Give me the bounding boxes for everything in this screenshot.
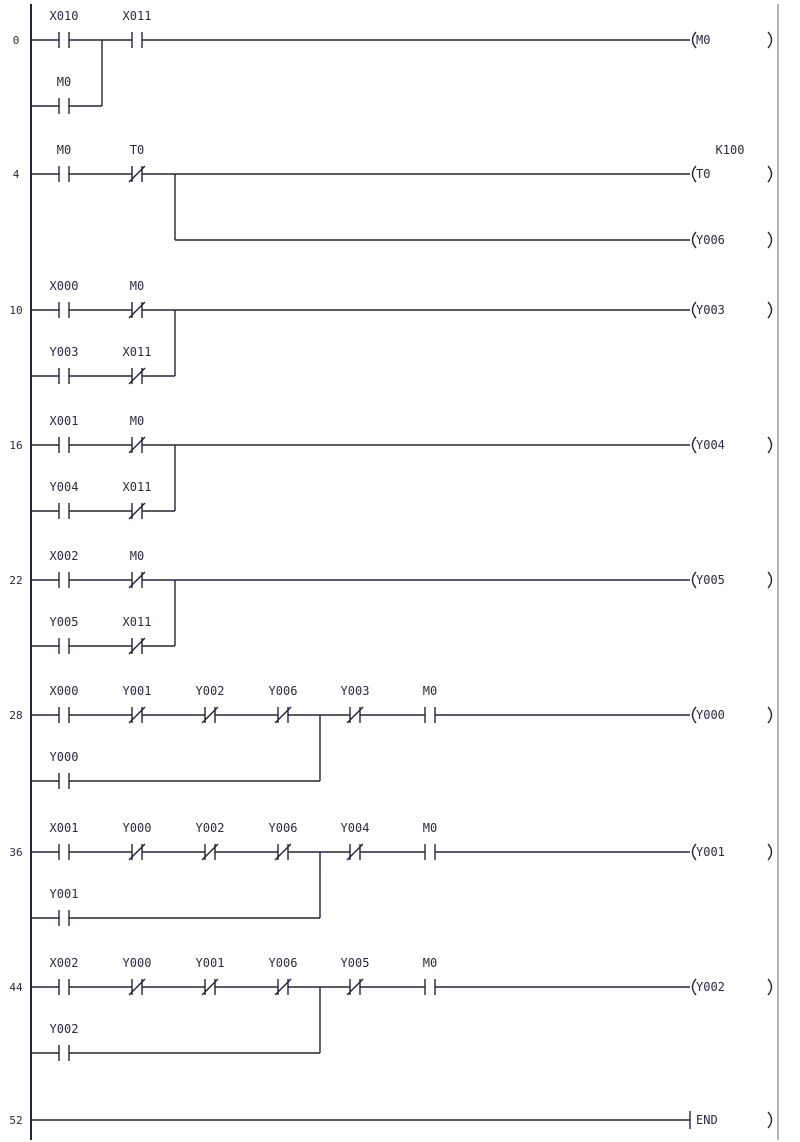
contact-label: Y004: [340, 821, 370, 835]
contact-label: X001: [49, 414, 79, 428]
contact-label: X011: [122, 615, 152, 629]
contact-label: T0: [129, 143, 145, 157]
contact-label: X000: [49, 279, 79, 293]
contact-label: Y003: [340, 684, 370, 698]
contact-label: Y006: [268, 684, 298, 698]
rungs-group: [9, 9, 771, 1129]
contact-no: [50, 615, 79, 654]
end-instruction: [690, 1111, 772, 1129]
parallel-branch: [31, 40, 102, 114]
contact-nc: [341, 821, 370, 860]
step-number: 0: [12, 34, 20, 47]
contact-no: [423, 684, 437, 723]
contact-label: Y001: [195, 956, 225, 970]
output-coil: [693, 437, 772, 453]
contact-label: Y006: [268, 956, 298, 970]
contact-nc: [341, 684, 370, 723]
output-coil: [693, 844, 772, 860]
contact-no: [50, 414, 79, 453]
step-number: 4: [12, 168, 20, 181]
coil-right-bracket: [768, 437, 772, 453]
coil-right-bracket: [768, 302, 772, 318]
contact-label: Y006: [268, 821, 298, 835]
coil-label: Y002: [696, 980, 725, 994]
contact-nc: [129, 279, 145, 318]
coil-right-bracket: [768, 707, 772, 723]
coil-right-bracket: [768, 32, 772, 48]
contact-label: X002: [49, 956, 79, 970]
contact-no: [50, 956, 79, 995]
contact-nc: [123, 345, 152, 384]
contact-nc: [196, 684, 225, 723]
contact-no: [50, 750, 79, 789]
contact-no: [50, 345, 79, 384]
contact-no: [50, 684, 79, 723]
step-number: 44: [9, 981, 23, 994]
contact-no: [50, 480, 79, 519]
contact-label: Y002: [49, 1022, 79, 1036]
output-coil: [693, 232, 772, 248]
step-number: 16: [9, 439, 23, 452]
contact-no: [123, 9, 152, 48]
contact-label: M0: [56, 143, 72, 157]
rung: [9, 821, 771, 926]
contact-no: [50, 1022, 79, 1061]
output-coil: [693, 302, 772, 318]
contact-nc: [269, 684, 298, 723]
coil-right-bracket: [768, 979, 772, 995]
coil-label: Y003: [696, 303, 725, 317]
contact-nc: [123, 684, 152, 723]
coil-label: Y005: [696, 573, 725, 587]
contact-no: [50, 9, 79, 48]
contact-label: M0: [422, 684, 438, 698]
rung: [9, 279, 771, 384]
contact-label: Y000: [122, 821, 152, 835]
contact-label: Y003: [49, 345, 79, 359]
contact-label: Y000: [122, 956, 152, 970]
contact-label: M0: [129, 549, 145, 563]
step-number: 36: [9, 846, 23, 859]
parallel-branch: [31, 852, 320, 926]
contact-nc: [269, 821, 298, 860]
contact-no: [50, 549, 79, 588]
contact-no: [423, 956, 437, 995]
contact-nc: [196, 956, 225, 995]
contact-nc: [129, 143, 145, 182]
coil-label: T0: [696, 167, 711, 181]
contact-nc: [129, 414, 145, 453]
coil-right-bracket: [768, 572, 772, 588]
contact-label: X000: [49, 684, 79, 698]
contact-nc: [269, 956, 298, 995]
contact-label: X011: [122, 9, 152, 23]
rung: [13, 9, 772, 114]
contact-label: M0: [422, 821, 438, 835]
contact-label: X001: [49, 821, 79, 835]
contact-nc: [196, 821, 225, 860]
contact-label: M0: [129, 414, 145, 428]
coil-right-bracket: [768, 166, 772, 182]
contact-nc: [129, 549, 145, 588]
rung: [9, 684, 771, 789]
rung: [9, 956, 771, 1061]
contact-nc: [123, 956, 152, 995]
parallel-branch: [31, 580, 175, 654]
contact-label: Y000: [49, 750, 79, 764]
contact-label: M0: [56, 75, 72, 89]
contact-label: M0: [129, 279, 145, 293]
contact-label: Y001: [122, 684, 152, 698]
step-number: 28: [9, 709, 23, 722]
coil-label: Y004: [696, 438, 725, 452]
parallel-output: [175, 174, 772, 248]
rung: [9, 1111, 771, 1129]
coil-label: Y006: [696, 233, 725, 247]
contact-no: [57, 75, 71, 114]
contact-no: [423, 821, 437, 860]
step-number: 52: [9, 1114, 23, 1127]
contact-label: Y002: [195, 821, 225, 835]
output-coil: [693, 707, 772, 723]
rung: [9, 549, 771, 654]
end-label: END: [696, 1113, 718, 1127]
output-coil: [693, 143, 772, 182]
contact-no: [57, 143, 71, 182]
parallel-branch: [31, 445, 175, 519]
step-number: 10: [9, 304, 23, 317]
contact-label: X002: [49, 549, 79, 563]
contact-label: Y005: [340, 956, 370, 970]
coil-right-bracket: [768, 844, 772, 860]
rung: [9, 414, 771, 519]
output-coil: [693, 572, 772, 588]
coil-label: Y000: [696, 708, 725, 722]
rung: [13, 143, 772, 248]
contact-no: [50, 887, 79, 926]
contact-nc: [341, 956, 370, 995]
coil-right-bracket: [768, 232, 772, 248]
contact-label: Y001: [49, 887, 79, 901]
contact-label: X010: [49, 9, 79, 23]
end-bracket-right: [768, 1112, 772, 1128]
parallel-branch: [31, 310, 175, 384]
output-coil: [693, 32, 772, 48]
contact-nc: [123, 615, 152, 654]
contact-no: [50, 279, 79, 318]
contact-label: Y002: [195, 684, 225, 698]
contact-label: X011: [122, 345, 152, 359]
contact-nc: [123, 821, 152, 860]
parallel-branch: [31, 987, 320, 1061]
coil-label: M0: [696, 33, 711, 47]
contact-label: X011: [122, 480, 152, 494]
output-coil: [693, 979, 772, 995]
contact-no: [50, 821, 79, 860]
contact-label: M0: [422, 956, 438, 970]
parallel-branch: [31, 715, 320, 789]
contact-nc: [123, 480, 152, 519]
coil-label: Y001: [696, 845, 725, 859]
contact-label: Y005: [49, 615, 79, 629]
contact-label: Y004: [49, 480, 79, 494]
step-number: 22: [9, 574, 23, 587]
coil-parameter: K100: [715, 143, 745, 157]
